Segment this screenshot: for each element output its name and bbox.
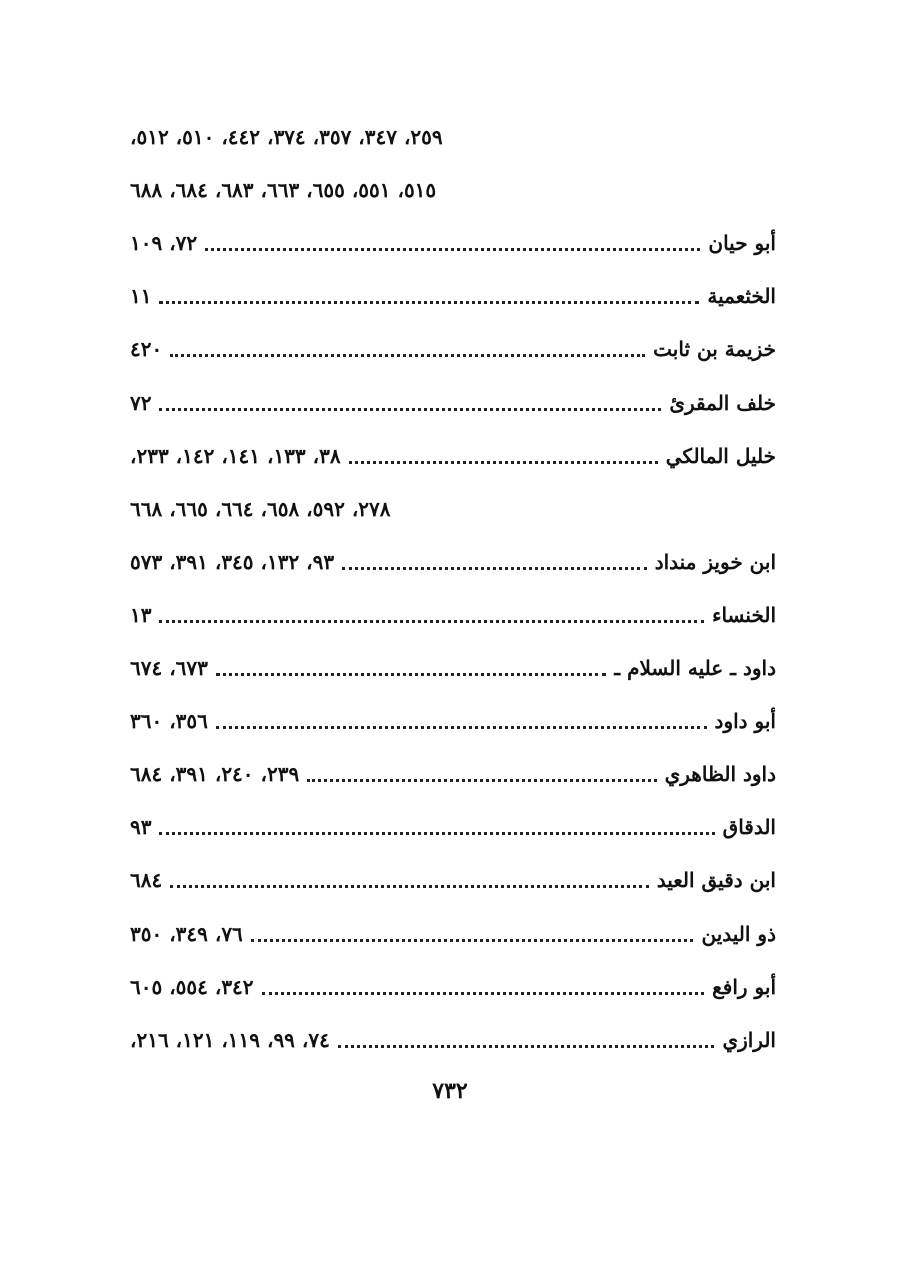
entry-page-numbers: ٧٦، ٣٤٩، ٣٥٠ bbox=[130, 922, 243, 946]
entry-page-numbers: ٥١٥، ٥٥١، ٦٥٥، ٦٦٣، ٦٨٣، ٦٨٤، ٦٨٨ bbox=[130, 178, 437, 202]
index-entry bbox=[130, 863, 776, 897]
page-number: ٧٣٢ bbox=[432, 1078, 468, 1104]
index-entry-continuation bbox=[130, 120, 776, 154]
dot-leader bbox=[216, 726, 707, 729]
entry-page-numbers: ٦٨٤ bbox=[130, 868, 163, 892]
index-entry bbox=[130, 917, 776, 951]
dot-leader bbox=[262, 992, 705, 995]
entry-name: الخنساء bbox=[712, 603, 776, 627]
entry-page-numbers: ٩٣، ١٣٢، ٣٤٥، ٣٩١، ٥٧٣ bbox=[130, 550, 335, 574]
index-entry bbox=[130, 279, 776, 313]
index-entry bbox=[130, 651, 776, 685]
entry-page-numbers: ٧٢ bbox=[130, 391, 152, 415]
index-entry bbox=[130, 970, 776, 1004]
entry-page-numbers: ٢٧٨، ٥٩٢، ٦٥٨، ٦٦٤، ٦٦٥، ٦٦٨ bbox=[130, 497, 391, 521]
dot-leader bbox=[170, 885, 648, 888]
dot-leader bbox=[159, 832, 714, 835]
entry-page-numbers: ٦٧٣، ٦٧٤ bbox=[130, 656, 208, 680]
index-entry bbox=[130, 598, 776, 632]
entry-name: داود الظاهري bbox=[664, 762, 776, 786]
index-entry bbox=[130, 757, 776, 791]
index-entry bbox=[130, 704, 776, 738]
dot-leader bbox=[342, 567, 647, 570]
dot-leader bbox=[338, 1045, 715, 1048]
index-entry bbox=[130, 1023, 776, 1057]
entry-name: ابن دقيق العيد bbox=[656, 868, 776, 892]
entry-name: داود ـ عليه السلام ـ bbox=[614, 656, 776, 680]
dot-leader bbox=[205, 248, 700, 251]
index-entry-continuation bbox=[130, 173, 776, 207]
dot-leader bbox=[251, 939, 694, 942]
index-entry bbox=[130, 439, 776, 473]
dot-leader bbox=[216, 673, 606, 676]
entry-page-numbers: ١١ bbox=[130, 284, 152, 308]
entry-page-numbers: ٢٥٩، ٣٤٧، ٣٥٧، ٣٧٤، ٤٤٢، ٥١٠، ٥١٢، bbox=[130, 125, 443, 149]
index-entry bbox=[130, 386, 776, 420]
entry-name: أبو داود bbox=[714, 709, 776, 733]
entry-name: ابن خويز منداد bbox=[654, 550, 776, 574]
dot-leader bbox=[307, 779, 656, 782]
entry-page-numbers: ٣٨، ١٣٣، ١٤١، ١٤٢، ٢٣٣، bbox=[130, 444, 341, 468]
entry-name: خزيمة بن ثابت bbox=[653, 337, 776, 361]
entry-name: الدقاق bbox=[722, 815, 776, 839]
entry-page-numbers: ٩٣ bbox=[130, 815, 152, 839]
entry-name: الرازي bbox=[722, 1028, 776, 1052]
dot-leader bbox=[349, 461, 658, 464]
entry-page-numbers: ٣٥٦، ٣٦٠ bbox=[130, 709, 208, 733]
entry-name: خلف المقرئ bbox=[669, 391, 776, 415]
entry-name: ذو اليدين bbox=[701, 922, 776, 946]
index-entry bbox=[130, 545, 776, 579]
index-entry bbox=[130, 810, 776, 844]
entry-name: الخثعمية bbox=[707, 284, 776, 308]
dot-leader bbox=[159, 620, 704, 623]
entry-page-numbers: ٣٤٢، ٥٥٤، ٦٠٥ bbox=[130, 975, 254, 999]
entry-name: أبو حيان bbox=[708, 231, 776, 255]
entry-page-numbers: ١٣ bbox=[130, 603, 152, 627]
index-entry bbox=[130, 332, 776, 366]
entry-name: خليل المالكي bbox=[665, 444, 776, 468]
index-entry-continuation bbox=[130, 492, 776, 526]
entry-page-numbers: ٧٢، ١٠٩ bbox=[130, 231, 198, 255]
dot-leader bbox=[170, 354, 645, 357]
entry-page-numbers: ٧٤، ٩٩، ١١٩، ١٢١، ٢١٦، bbox=[130, 1028, 330, 1052]
dot-leader bbox=[159, 408, 661, 411]
dot-leader bbox=[159, 301, 699, 304]
entry-page-numbers: ٤٢٠ bbox=[130, 337, 163, 361]
entry-page-numbers: ٢٣٩، ٢٤٠، ٣٩١، ٦٨٤ bbox=[130, 762, 300, 786]
entry-name: أبو رافع bbox=[712, 975, 776, 999]
index-entry bbox=[130, 226, 776, 260]
